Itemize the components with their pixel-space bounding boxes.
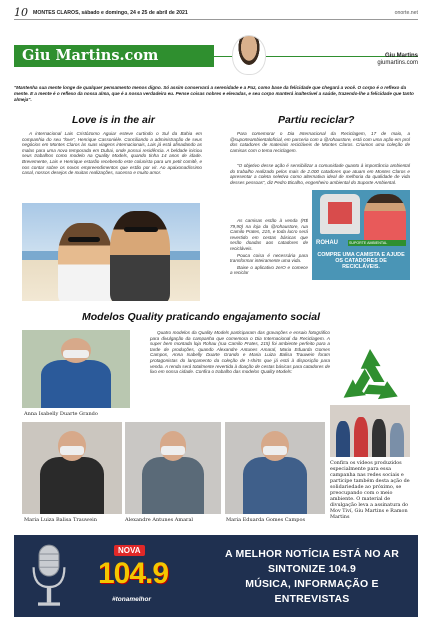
slogan-line-2: SINTONIZE 104.9 [267, 563, 356, 575]
quality-headline: Modelos Quality praticando engajamento social [82, 311, 321, 323]
author-avatar [232, 35, 266, 75]
sunglasses-icon [124, 227, 158, 232]
person-shape [336, 421, 350, 457]
person-shape [372, 419, 386, 457]
caption-alexandre: Alexandre Antunes Amaral [125, 517, 194, 523]
ad-partner: SUPORTE AMBIENTAL [348, 240, 406, 246]
caption-anna: Anna Isabelly Duarte Grando [24, 411, 98, 417]
shirt-shape [40, 457, 104, 514]
sunglasses-icon [68, 237, 100, 242]
mask-shape [263, 446, 287, 455]
partiu-paragraph: "O objetivo desse ação é sensibilizar a comunidade quanto à importância ambiental do trabalho realizado pelos mais de 2.000 catadores que atuam em Montes Claros e apresentar a coleta seletiva como alternativa ideal de melhoria da qualidade de vida desses pessoas", diz Pedro Bicalho, engenheiro ambiental do Suporte Ambiental. [230, 163, 410, 185]
partiu-paragraph: As camisas estão à venda (R$ 79,90) na loja da @rohaustore, rua Camilo Prates, 215, e toda lucro será revertido em cestas básicas que serão doadas aos catadores de recicláveis. [230, 218, 308, 251]
radio-brand: NOVA [114, 545, 145, 556]
love-paragraph: A internacional Lais Cristózomo Aguiar esteve curtindo o Sul da Bahia em companhia do seu "love", Henrique Cassoniéle. Conciliando a administração de seus negócios em Montes Claros às suas viagens internacionais, Lais já está afinadando as malas para uma nova temporada em Dubai, onde possui residência. A beldade iniciou seus trabalhos como modelo na Quality Models, quando tinha 14 anos de idade. Brevemente, Lais e Henrique estarão recebendo este colunista para um petit comitê, e nos contar sobre os novos empreendimentos que estão por vir. Ao apaixonadíssimo casal, nossos desejos de muitas realizações, sucesso e muito amor. [22, 131, 202, 176]
alexandre-photo [125, 422, 221, 514]
radio-slogan [214, 547, 410, 607]
shirt-print [328, 202, 352, 224]
page-number: 10 [14, 6, 28, 19]
author-byline [377, 53, 418, 67]
person-shape [390, 423, 404, 457]
partiu-paragraph: Pouca coisa é necessária para transformar inteiramente uma vida. [230, 252, 308, 264]
radio-frequency: 104.9 [98, 557, 169, 590]
opening-quote: "Mantenha sua mente longe de qualquer pensamento menos digno. Só assim conservará a serenidade e a Paz, como base da felicidade que chegará a você. O corpo é o reflexo da mente. E a mente é o reflexo da nossa alma, que é a nossa verdadeira eu. Pense coisas nobres e elevadas, e seu corpo manterá inalterável a saúde, trazendo-lhe a felicidade que tanto almeja". [14, 85, 414, 102]
anna-photo [22, 330, 130, 408]
caption-group: Confira os vídeos produzidos especialmente para essa campanha nas redes sociais e participe também desta ação de solidariedade ao próximo, se preocupando com o meio ambiente. O material de divulgação leva a assinatura do Mov Tiví, Giu Martins e Ramon Martins [330, 460, 410, 520]
radio-logo [84, 541, 184, 613]
group-photo [330, 405, 410, 457]
shirt-shape [41, 360, 110, 408]
shirt-ad [312, 190, 410, 280]
partiu-quote-block [230, 163, 410, 186]
column-title: Giu Martins.com [14, 45, 214, 67]
radio-hashtag: #tonamelhor [112, 596, 152, 603]
shirt-shape [142, 457, 203, 514]
tshirt-icon [320, 194, 360, 234]
woman-figure [58, 223, 112, 301]
love-headline: Love is in the air [72, 114, 155, 126]
mask-shape [60, 446, 84, 455]
column-header [14, 35, 418, 77]
site-link[interactable]: onorte.net [394, 9, 418, 16]
partiu-article-cont [230, 218, 308, 277]
slogan-line-1: A MELHOR NOTÍCIA ESTÁ NO AR [225, 548, 399, 560]
model-figure [364, 194, 406, 244]
top-bar [14, 6, 418, 20]
ad-slogan: COMPRE UMA CAMISTA E AJUDE OS CATADORES DE RECICLÁVEIS. [317, 252, 405, 271]
slogan-line-3: MÚSICA, INFORMAÇÃO E ENTREVISTAS [245, 578, 379, 605]
eduarda-photo [225, 422, 325, 514]
author-site[interactable]: giumartins.com [377, 60, 418, 66]
ad-brand: ROHAU [316, 240, 338, 246]
man-figure [110, 211, 170, 301]
author-name: Giu Martins [384, 53, 418, 59]
love-article [22, 131, 202, 177]
radio-ad-banner[interactable] [14, 535, 418, 617]
person-shape [354, 417, 368, 457]
mask-shape [63, 350, 89, 358]
recycle-icon [337, 345, 403, 411]
partiu-paragraph: Baixe o aplicativo zerO e comece a reciclar [230, 264, 308, 276]
luiza-photo [22, 422, 122, 514]
microphone-icon [26, 543, 72, 609]
partiu-headline: Partiu reciclar? [278, 114, 355, 126]
partiu-paragraph: Para comemorar o Dia Internacional da Reciclagem, 17 de maio, a @suporteambientaloficial, em parceria com a @rohaustore, está com uma ação em prol dos catadores de materiais recicláveis de Montes Claros. Criamos uma coleção de camisas com o tema reciclagem. [230, 131, 410, 153]
dateline: MONTES CLAROS, sábado e domingo, 24 e 25 de abril de 2021 [33, 9, 188, 16]
partiu-article [230, 131, 410, 154]
mask-shape [161, 446, 184, 455]
quality-article [150, 330, 330, 376]
caption-eduarda: Maria Eduarda Gomes Campos [226, 517, 306, 523]
couple-photo [22, 203, 200, 301]
shirt-shape [243, 457, 307, 514]
caption-luiza: Maria Luiza Balisa Trauwein [24, 517, 97, 523]
quality-paragraph: Quatro modelos da Quality Models participaram das gravações e ensaio fotográfico para divulgação da campanha que comemora o Dia Internacional da Reciclagem. A super bem montada loja Rohau (rua Camilo Prates, 215) foi ambiente perfeito para a tarde de produções, quando Alexandre Antunes Amaral, Maria Eduarda Gomes Campos, Anna Isabelly Duarte Grando e Maria Luiza Balisa Trauwein foram protagonistas do lançamento da coleção de t-shirts que já está à disposição para venda. A renda será totalmente revertida à doação de cestas básicas para catadores de lixo em nossa cidade. Confira o trabalho das modelos Quality Models: [150, 330, 330, 375]
